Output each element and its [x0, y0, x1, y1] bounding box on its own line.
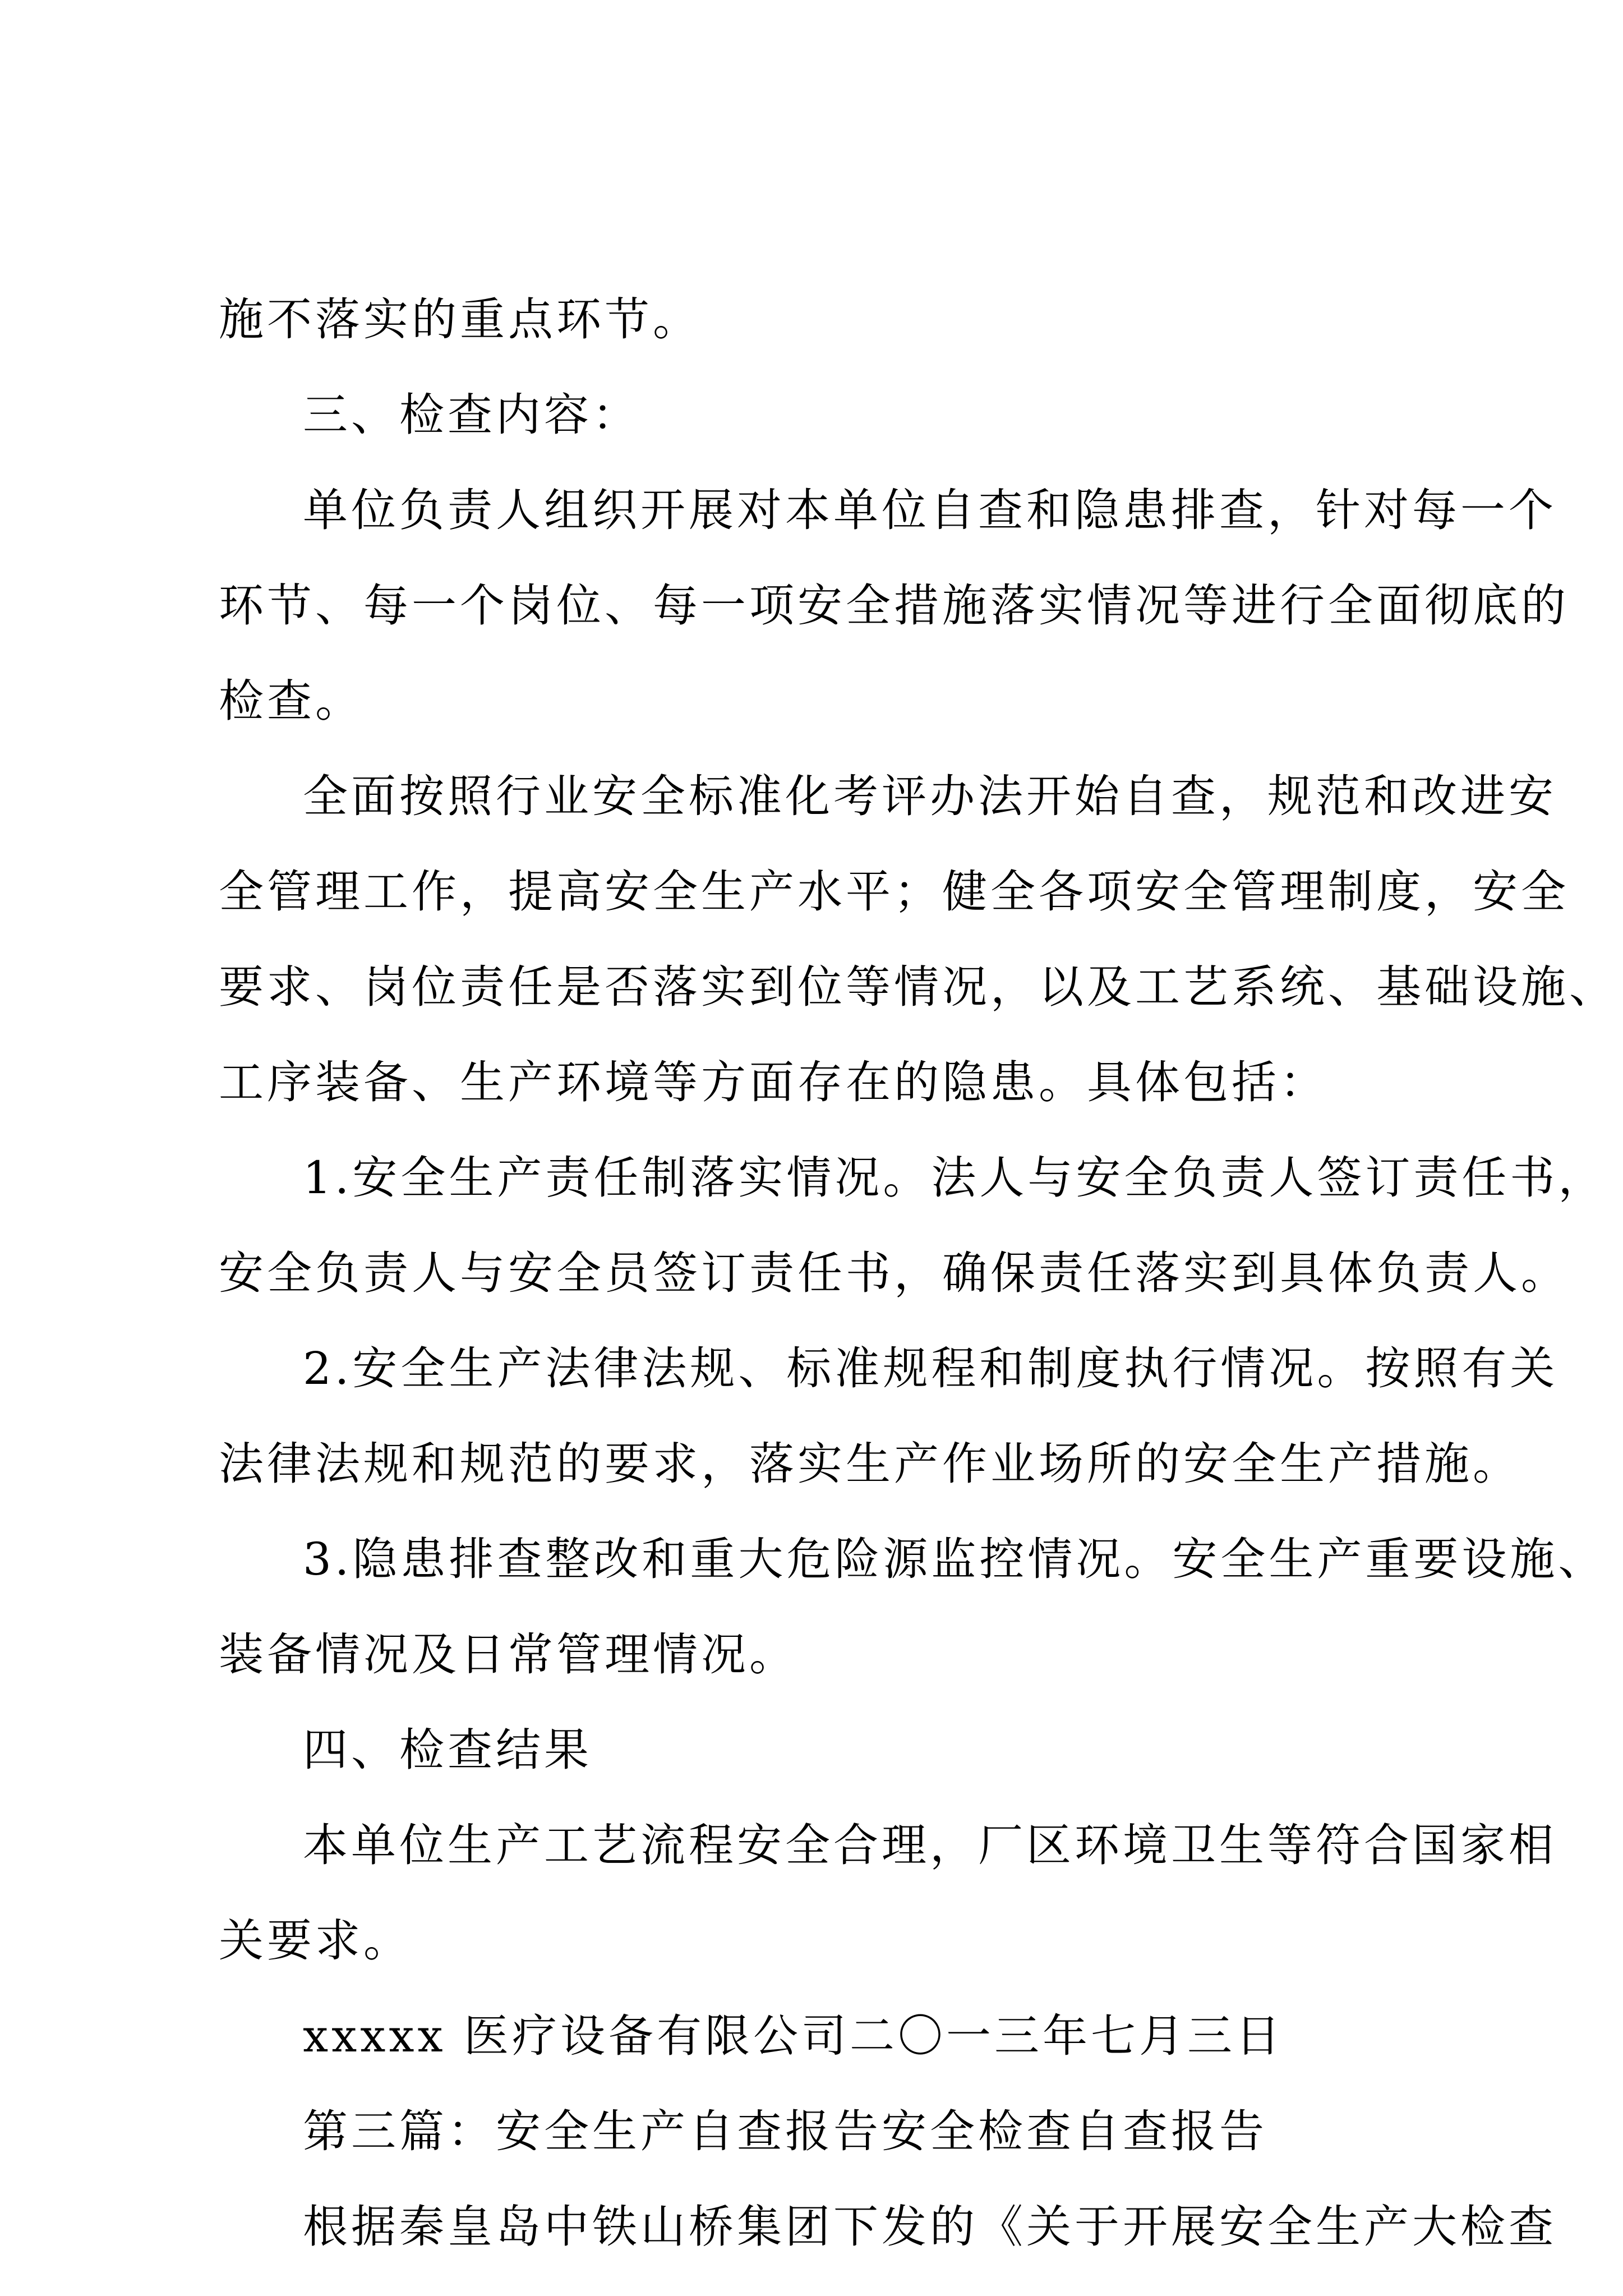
text-line-8: 要求、岗位责任是否落实到位等情况，以及工艺系统、基础设施、 [219, 961, 1617, 1013]
text-line-3: 单位负责人组织开展对本单位自查和隐患排查，针对每一个 [303, 484, 1557, 536]
section-heading-inspection-content: 三、检查内容： [303, 389, 640, 441]
list-item-1: 1.安全生产责任制落实情况。法人与安全负责人签订责任书， [303, 1152, 1607, 1204]
text-line-18: 关要求。 [219, 1915, 412, 1967]
list-item-3: 3.隐患排查整改和重大危险源监控情况。安全生产重要设施、 [303, 1533, 1607, 1585]
signature-line: xxxxx 医疗设备有限公司二〇一三年七月三日 [303, 2010, 1284, 2062]
text-line-5: 检查。 [219, 675, 363, 727]
text-line-6: 全面按照行业安全标准化考评办法开始自查，规范和改进安 [303, 770, 1557, 822]
text-line-13: 法律法规和规范的要求，落实生产作业场所的安全生产措施。 [219, 1438, 1521, 1490]
text-line-1: 施不落实的重点环节。 [219, 293, 701, 346]
chapter-heading-part-three: 第三篇：安全生产自查报告安全检查自查报告 [303, 2105, 1267, 2157]
text-line-4: 环节、每一个岗位、每一项安全措施落实情况等进行全面彻底的 [219, 579, 1569, 632]
text-line-11: 安全负责人与安全员签订责任书，确保责任落实到具体负责人。 [219, 1247, 1569, 1299]
text-line-9: 工序装备、生产环境等方面存在的隐患。具体包括： [219, 1056, 1328, 1108]
text-line-15: 装备情况及日常管理情况。 [219, 1628, 797, 1681]
text-line-17: 本单位生产工艺流程安全合理，厂区环境卫生等符合国家相 [303, 1819, 1557, 1871]
section-heading-inspection-result: 四、检查结果 [303, 1724, 592, 1776]
list-item-2: 2.安全生产法律法规、标准规程和制度执行情况。按照有关 [303, 1342, 1559, 1395]
text-line-7: 全管理工作，提高安全生产水平；健全各项安全管理制度，安全 [219, 866, 1569, 918]
text-line-21: 根据秦皇岛中铁山桥集团下发的《关于开展安全生产大检查 [303, 2201, 1557, 2253]
